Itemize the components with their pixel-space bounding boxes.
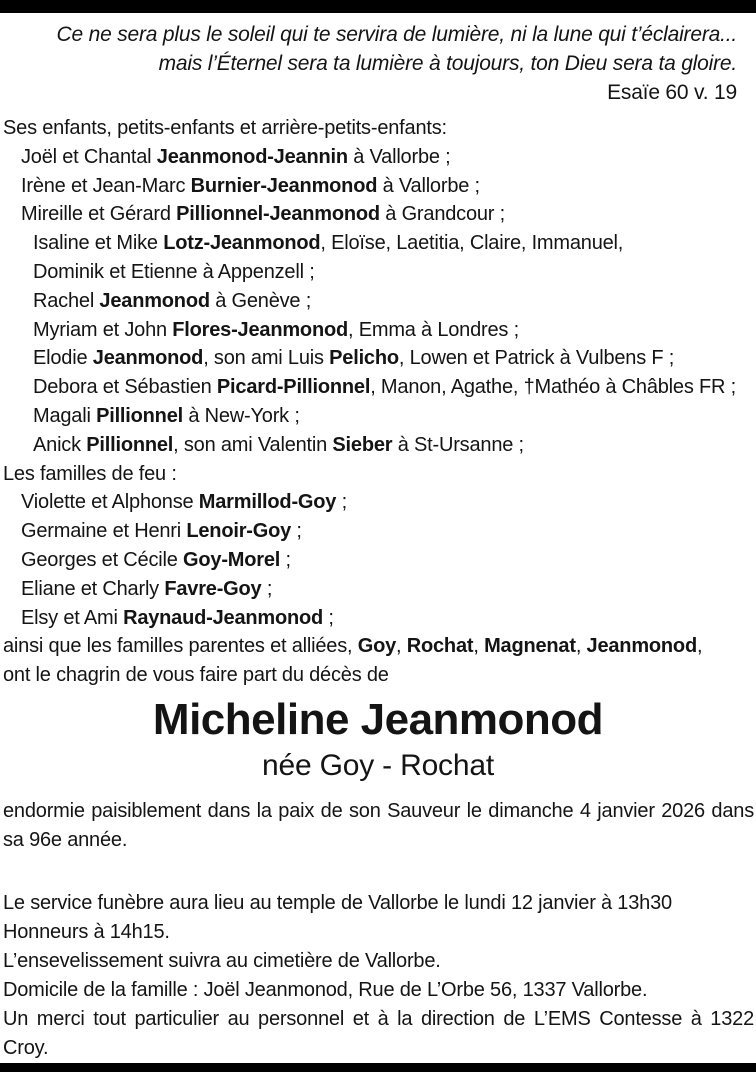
family-line: Myriam et John Flores-Jeanmonod, Emma à Londres ; (33, 318, 519, 341)
family-line: Georges et Cécile Goy-Morel ; (21, 548, 291, 571)
top-frame-bar (0, 0, 756, 13)
thanks-paragraph: Un merci tout particulier au personnel et à la direction de L’EMS Contesse à 1322 Croy. (3, 1007, 754, 1059)
family-line: Elsy et Ami Raynaud-Jeanmonod ; (21, 606, 334, 629)
family-line: Mireille et Gérard Pillionnel-Jeanmonod à Grandcour ; (21, 203, 505, 226)
family-line: Magali Pillionnel à New-York ; (33, 404, 300, 427)
family-line: ainsi que les familles parentes et alliées, Goy, Rochat, Magnenat, Jeanmonod, (3, 635, 703, 658)
family-line: Dominik et Etienne à Appenzell ; (33, 260, 315, 283)
service-line: Domicile de la famille : Joël Jeanmonod, Rue de L’Orbe 56, 1337 Vallorbe. (3, 978, 648, 1001)
family-line: Ses enfants, petits-enfants et arrière-petits-enfants: (3, 117, 447, 139)
family-line: Anick Pillionnel, son ami Valentin Sieber à St-Ursanne ; (33, 433, 524, 456)
deceased-name: Micheline Jeanmonod (152, 694, 604, 744)
family-line: Irène et Jean-Marc Burnier-Jeanmonod à Vallorbe ; (21, 174, 480, 197)
maiden-name: née Goy - Rochat (262, 748, 494, 782)
family-line: Violette et Alphonse Marmillod-Goy ; (21, 491, 347, 514)
family-line: Elodie Jeanmonod, son ami Luis Pelicho, Lowen et Patrick à Vulbens F ; (33, 347, 675, 370)
family-list (0, 114, 756, 690)
epigraph-line: mais l’Éternel sera ta lumière à toujours, ton Dieu sera ta gloire. (158, 52, 737, 75)
family-line: ont le chagrin de vous faire part du décès de (3, 664, 389, 687)
scripture-reference: Esaïe 60 v. 19 (607, 81, 737, 104)
death-notice-paragraph: endormie paisiblement dans la paix de son Sauveur le dimanche 4 janvier 2026 dans sa 96e année. (3, 799, 754, 851)
family-line: Germaine et Henri Lenoir-Goy ; (21, 520, 302, 543)
bottom-frame-bar (0, 1063, 756, 1072)
scripture-epigraph (0, 20, 756, 78)
family-line: Debora et Sébastien Picard-Pillionnel, Manon, Agathe, †Mathéo à Châbles FR ; (33, 376, 736, 399)
family-line: Joël et Chantal Jeanmonod-Jeannin à Vallorbe ; (21, 145, 451, 168)
family-line: Isaline et Mike Lotz-Jeanmonod, Eloïse, Laetitia, Claire, Immanuel, (33, 232, 624, 255)
service-line: Honneurs à 14h15. (3, 920, 170, 943)
service-details (0, 889, 756, 1063)
family-line: Rachel Jeanmonod à Genève ; (33, 289, 312, 312)
family-line: Les familles de feu : (3, 462, 177, 485)
epigraph-line: Ce ne sera plus le soleil qui te servira de lumière, ni la lune qui t’éclairera... (56, 23, 737, 46)
service-line: L’ensevelissement suivra au cimetière de Vallorbe. (3, 949, 441, 972)
family-line: Eliane et Charly Favre-Goy ; (21, 577, 273, 600)
service-line: Le service funèbre aura lieu au temple de Vallorbe le lundi 12 janvier à 13h30 (3, 891, 672, 914)
